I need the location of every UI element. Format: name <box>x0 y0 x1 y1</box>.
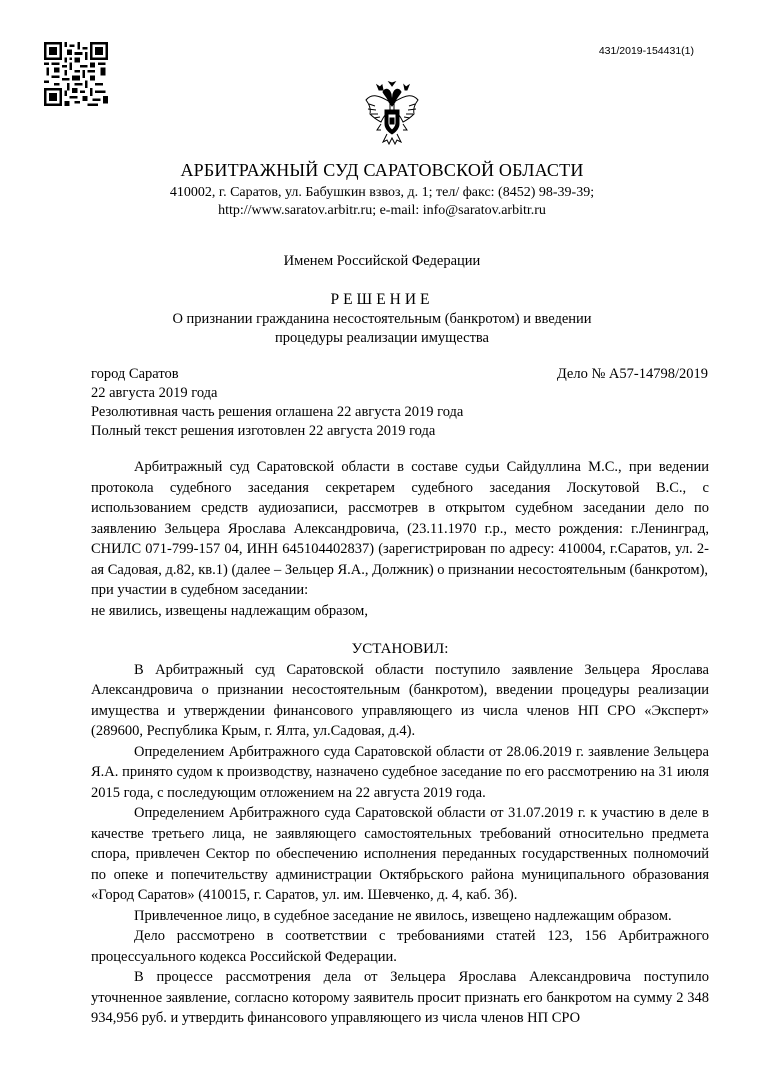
decision-body <box>91 457 709 1029</box>
paragraph-3: Определением Арбитражного суда Саратовской области от 31.07.2019 г. к участию в деле в качестве третьего лица, не заявляющего самостоятельных требований относительно предмета спора, привлечен Сектор по обеспечению исполнения переданных государственных полномочий по опеке и попечительству администрации Октябрьского района муниципального образования «Город Саратов» (410015, г. Саратов, ул. им. Шевченко, д. 4, каб. 3б). <box>91 805 709 903</box>
decision-subject-line-1: О признании гражданина несостоятельным (банкротом) и введении <box>172 311 592 327</box>
case-number: Дело № А57-14798/2019 <box>556 366 708 382</box>
court-name: АРБИТРАЖНЫЙ СУД САРАТОВСКОЙ ОБЛАСТИ <box>180 160 584 180</box>
coat-of-arms-emblem <box>363 80 421 146</box>
city: город Саратов <box>91 366 179 382</box>
paragraph-6: В процессе рассмотрения дела от Зельцера Ярослава Александровича поступило уточненное заявление, согласно которому заявитель просит признать его банкротом на сумму 2 348 934,956 руб. и утвердить финансового управляющего из числа членов НП СРО <box>91 969 709 1026</box>
paragraph-1: В Арбитражный суд Саратовской области поступило заявление Зельцера Ярослава Александровича о признании несостоятельным (банкротом), введении процедуры реализации имущества и утверждении финансового управляющего из числа членов НП СРО «Эксперт» (289600, Республика Крым, г. Ялта, ул.Садовая, д.4). <box>91 661 709 739</box>
established-heading: УСТАНОВИЛ: <box>351 641 449 657</box>
operative-part-announced: Резолютивная часть решения оглашена 22 августа 2019 года <box>91 404 464 420</box>
court-address: 410002, г. Саратов, ул. Бабушкин взвоз, д. 1; тел/ факс: (8452) 98-39-39; <box>169 185 595 200</box>
participation-line: при участии в судебном заседании: <box>91 582 309 598</box>
paragraph-4: Привлеченное лицо, в судебное заседание не явилось, извещено надлежащим образом. <box>134 907 672 924</box>
decision-title: РЕШЕНИЕ <box>330 291 434 308</box>
qr-code <box>44 42 108 106</box>
full-text-made: Полный текст решения изготовлен 22 августа 2019 года <box>91 423 436 439</box>
paragraph-2: Определением Арбитражного суда Саратовской области от 28.06.2019 г. заявление Зельцера Я.А. принято судом к производству, назначено судебное заседание по его рассмотрению на 31 июля 2015 года, с последующим отложением на 22 августа 2019 года. <box>91 743 709 801</box>
absent-line: не явились, извещены надлежащим образом, <box>91 602 368 619</box>
court-contacts: http://www.saratov.arbitr.ru; e-mail: info@saratov.arbitr.ru <box>218 203 546 218</box>
document-number: 431/2019-154431(1) <box>598 45 694 57</box>
paragraph-5: Дело рассмотрено в соответствии с требованиями статей 123, 156 Арбитражного процессуального кодекса Российской Федерации. <box>91 928 709 965</box>
decision-subject-line-2: процедуры реализации имущества <box>274 330 489 346</box>
decision-date: 22 августа 2019 года <box>91 385 218 401</box>
intro-paragraph: Арбитражный суд Саратовской области в составе судьи Сайдуллина М.С., при ведении протокола судебного заседания секретарем судебного заседания Лоскутовой В.С., с использованием средств аудиозаписи, рассмотрев в открытом судебном заседании дело по заявлению Зельцера Ярослава Александровича, (23.11.1970 г.р., место рождения: г.Ленинград, СНИЛС 071-799-157 04, ИНН 645104402837) (зарегистрирован по адресу: 410004, г.Саратов, ул. 2-ая Садовая, д.82, кв.1) (далее – Зельцер Я.А., Должник) о признании несостоятельным (банкротом), <box>91 459 709 578</box>
in-name-of-line: Именем Российской Федерации <box>283 253 481 269</box>
